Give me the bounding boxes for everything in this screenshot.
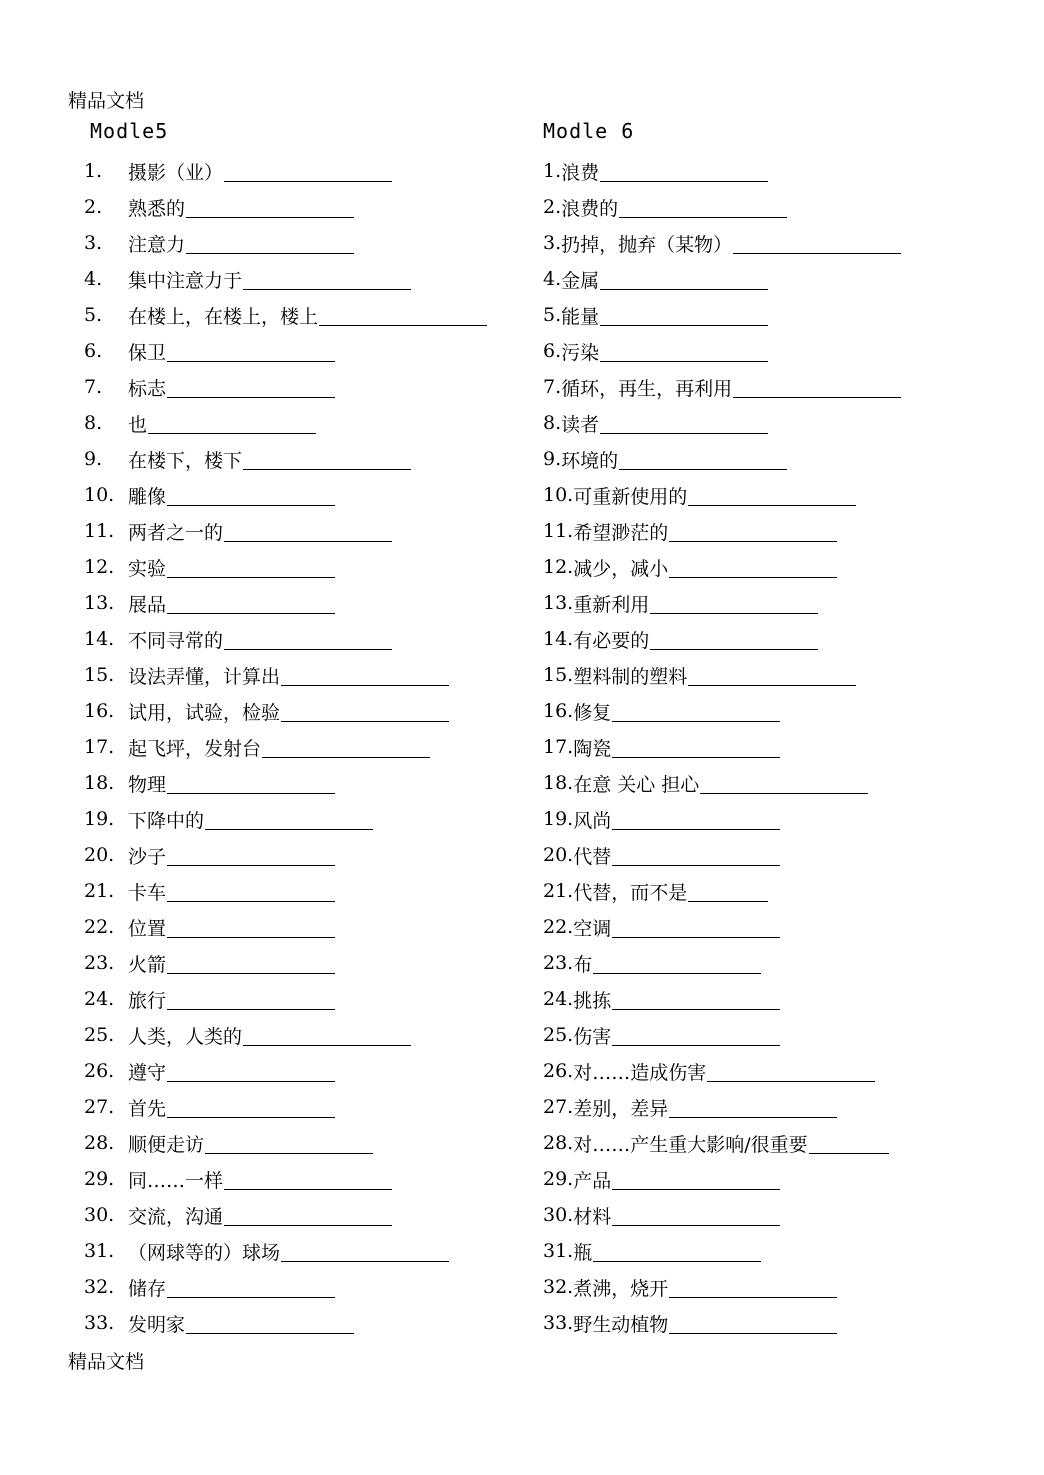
module5-item-term: 首先 xyxy=(128,1097,167,1120)
module6-item-number: 9. xyxy=(543,448,562,470)
module5-item-term: 交流，沟通 xyxy=(128,1205,224,1228)
module5-item xyxy=(84,1125,487,1161)
footer-watermark-text: 精品文档 xyxy=(68,1351,145,1373)
module5-answer-blank[interactable] xyxy=(205,1131,373,1154)
module5-item-term: 试用，试验，检验 xyxy=(128,701,281,724)
module6-item xyxy=(543,261,901,297)
module5-item-term: 旅行 xyxy=(128,989,167,1012)
module6-item-term: 伤害 xyxy=(573,1025,612,1048)
module5-item-term: 标志 xyxy=(128,377,167,400)
module6-answer-blank[interactable] xyxy=(733,231,901,254)
module6-item-number: 31. xyxy=(543,1240,574,1262)
module5-item-number: 1. xyxy=(84,160,103,182)
module6-answer-blank[interactable] xyxy=(669,519,837,542)
module5-item-number: 20. xyxy=(84,844,115,866)
module6-item-term: 重新利用 xyxy=(573,593,650,616)
module6-item-number: 20. xyxy=(543,844,574,866)
module5-item-number: 21. xyxy=(84,880,115,902)
module6-item-term: 对……造成伤害 xyxy=(573,1061,707,1084)
module5-item-term: 展品 xyxy=(128,593,167,616)
module5-item-term: 熟悉的 xyxy=(128,197,186,220)
module5-answer-blank[interactable] xyxy=(224,627,392,650)
module5-item-term: 卡车 xyxy=(128,881,167,904)
module6-item-number: 13. xyxy=(543,592,574,614)
module5-item-number: 27. xyxy=(84,1096,115,1118)
module5-item-number: 19. xyxy=(84,808,115,830)
module6-item xyxy=(543,621,901,657)
module5-item xyxy=(84,405,487,441)
module5-item-term: 摄影（业） xyxy=(128,161,224,184)
module6-item-term: 差别，差异 xyxy=(573,1097,669,1120)
module5-item-number: 9. xyxy=(84,448,103,470)
module6-answer-blank[interactable] xyxy=(612,987,780,1010)
module6-item xyxy=(543,945,901,981)
module6-item xyxy=(543,297,901,333)
module5-item-number: 18. xyxy=(84,772,115,794)
module6-item xyxy=(543,1197,901,1233)
module5-answer-blank[interactable] xyxy=(224,519,392,542)
module6-item-term: 代替 xyxy=(573,845,612,868)
module6-answer-blank[interactable] xyxy=(593,1239,761,1262)
module6-item-term: 风尚 xyxy=(573,809,612,832)
module5-item-number: 6. xyxy=(84,340,103,362)
module5-item xyxy=(84,981,487,1017)
module6-item xyxy=(543,729,901,765)
module6-item-term: 布 xyxy=(573,953,593,976)
module6-item xyxy=(543,333,901,369)
module5-item xyxy=(84,1017,487,1053)
module5-answer-blank[interactable] xyxy=(167,843,335,866)
module6-item xyxy=(543,1161,901,1197)
module6-item-number: 26. xyxy=(543,1060,574,1082)
module5-answer-blank[interactable] xyxy=(167,375,335,398)
module6-answer-blank[interactable] xyxy=(612,1203,780,1226)
module6-item-number: 23. xyxy=(543,952,574,974)
module6-item-term: 陶瓷 xyxy=(573,737,612,760)
module6-item xyxy=(543,441,901,477)
module5-item xyxy=(84,801,487,837)
module5-item-number: 28. xyxy=(84,1132,115,1154)
module6-item xyxy=(543,765,901,801)
module6-item-term: 修复 xyxy=(573,701,612,724)
module6-item-number: 6. xyxy=(543,340,562,362)
module5-item-term: 火箭 xyxy=(128,953,167,976)
module5-item-term: 顺便走访 xyxy=(128,1133,205,1156)
module5-item-number: 17. xyxy=(84,736,115,758)
module5-item-term: 集中注意力于 xyxy=(128,269,243,292)
module5-item-number: 24. xyxy=(84,988,115,1010)
module5-answer-blank[interactable] xyxy=(167,1095,335,1118)
module6-item-term: 循环，再生，再利用 xyxy=(561,377,733,400)
module6-item-number: 30. xyxy=(543,1204,574,1226)
module5-item-number: 13. xyxy=(84,592,115,614)
module5-item-number: 12. xyxy=(84,556,115,578)
module6-answer-blank[interactable] xyxy=(600,267,768,290)
module5-answer-blank[interactable] xyxy=(281,699,449,722)
module6-item xyxy=(543,873,901,909)
module5-answer-blank[interactable] xyxy=(186,195,354,218)
module6-item-term: 对……产生重大影响/很重要 xyxy=(573,1133,808,1156)
module6-answer-blank[interactable] xyxy=(612,699,780,722)
module6-item-number: 18. xyxy=(543,772,574,794)
module5-item-term: 发明家 xyxy=(128,1313,186,1336)
module5-item-term: 雕像 xyxy=(128,485,167,508)
module6-item-number: 1. xyxy=(543,160,562,182)
module6-answer-blank[interactable] xyxy=(688,483,856,506)
module5-item-number: 31. xyxy=(84,1240,115,1262)
module6-answer-blank[interactable] xyxy=(669,1275,837,1298)
module6-answer-blank[interactable] xyxy=(650,591,818,614)
module6-item-term: 可重新使用的 xyxy=(573,485,688,508)
module5-item-term: 同……一样 xyxy=(128,1169,224,1192)
module6-answer-blank[interactable] xyxy=(669,555,837,578)
module6-item-term: 读者 xyxy=(561,413,600,436)
module5-item-number: 10. xyxy=(84,484,115,506)
module6-answer-blank[interactable] xyxy=(619,447,787,470)
module5-item-term: 下降中的 xyxy=(128,809,205,832)
module5-item-number: 2. xyxy=(84,196,103,218)
module5-item xyxy=(84,513,487,549)
module5-answer-blank[interactable] xyxy=(167,591,335,614)
module5-item xyxy=(84,945,487,981)
module5-item-term: 储存 xyxy=(128,1277,167,1300)
module5-vocab-list xyxy=(84,153,487,1341)
module5-item xyxy=(84,477,487,513)
module6-answer-blank[interactable] xyxy=(612,1023,780,1046)
module6-answer-blank[interactable] xyxy=(612,915,780,938)
module6-item-number: 10. xyxy=(543,484,574,506)
module5-answer-blank[interactable] xyxy=(281,1239,449,1262)
module6-answer-blank[interactable] xyxy=(669,1311,837,1334)
module6-answer-blank[interactable] xyxy=(612,807,780,830)
module6-item-term: 挑拣 xyxy=(573,989,612,1012)
module6-item-term: 空调 xyxy=(573,917,612,940)
module5-item xyxy=(84,1053,487,1089)
module6-item-number: 28. xyxy=(543,1132,574,1154)
module6-item-term: 煮沸，烧开 xyxy=(573,1277,669,1300)
module5-answer-blank[interactable] xyxy=(319,303,487,326)
module6-item xyxy=(543,585,901,621)
module5-item xyxy=(84,1161,487,1197)
module6-item-number: 12. xyxy=(543,556,574,578)
module5-answer-blank[interactable] xyxy=(224,159,392,182)
module6-answer-blank[interactable] xyxy=(600,411,768,434)
module5-answer-blank[interactable] xyxy=(186,231,354,254)
module6-answer-blank[interactable] xyxy=(707,1059,875,1082)
module5-answer-blank[interactable] xyxy=(243,447,411,470)
module5-item-term: 实验 xyxy=(128,557,167,580)
module6-item xyxy=(543,1305,901,1341)
module6-answer-blank[interactable] xyxy=(600,339,768,362)
module5-item xyxy=(84,297,487,333)
module5-answer-blank[interactable] xyxy=(167,555,335,578)
module6-item-term: 希望渺茫的 xyxy=(573,521,669,544)
module6-item-number: 5. xyxy=(543,304,562,326)
module6-item xyxy=(543,1233,901,1269)
module5-item-number: 22. xyxy=(84,916,115,938)
module6-item-term: 金属 xyxy=(561,269,600,292)
module6-answer-blank[interactable] xyxy=(600,159,768,182)
module5-item-number: 33. xyxy=(84,1312,115,1334)
module5-item xyxy=(84,1269,487,1305)
module5-answer-blank[interactable] xyxy=(167,915,335,938)
module6-answer-blank[interactable] xyxy=(650,627,818,650)
module6-answer-blank[interactable] xyxy=(612,843,780,866)
module6-item-number: 22. xyxy=(543,916,574,938)
module6-answer-blank[interactable] xyxy=(733,375,901,398)
module5-answer-blank[interactable] xyxy=(186,1311,354,1334)
module6-item-term: 塑料制的塑料 xyxy=(573,665,688,688)
module5-item xyxy=(84,729,487,765)
module5-item-term: 人类，人类的 xyxy=(128,1025,243,1048)
module5-answer-blank[interactable] xyxy=(281,663,449,686)
module6-item-term: 环境的 xyxy=(561,449,619,472)
module6-item-number: 16. xyxy=(543,700,574,722)
module6-item xyxy=(543,225,901,261)
module5-item xyxy=(84,1233,487,1269)
module6-answer-blank[interactable] xyxy=(612,1167,780,1190)
module6-answer-blank[interactable] xyxy=(619,195,787,218)
module6-item-number: 2. xyxy=(543,196,562,218)
module5-item xyxy=(84,369,487,405)
module6-item-term: 减少，减小 xyxy=(573,557,669,580)
module6-item-number: 21. xyxy=(543,880,574,902)
module5-item-term: （网球等的）球场 xyxy=(128,1241,281,1264)
module5-answer-blank[interactable] xyxy=(167,483,335,506)
module6-item-number: 7. xyxy=(543,376,562,398)
module5-item-term: 不同寻常的 xyxy=(128,629,224,652)
module5-item-number: 14. xyxy=(84,628,115,650)
module5-answer-blank[interactable] xyxy=(167,951,335,974)
module6-item-number: 3. xyxy=(543,232,562,254)
module5-item xyxy=(84,1197,487,1233)
module6-item-term: 在意 关心 担心 xyxy=(573,773,700,796)
module5-answer-blank[interactable] xyxy=(167,771,335,794)
module5-item-term: 两者之一的 xyxy=(128,521,224,544)
module5-item-number: 15. xyxy=(84,664,115,686)
module5-answer-blank[interactable] xyxy=(148,411,316,434)
module6-item-number: 19. xyxy=(543,808,574,830)
module6-item-term: 有必要的 xyxy=(573,629,650,652)
module5-item-number: 30. xyxy=(84,1204,115,1226)
module6-item xyxy=(543,549,901,585)
module5-answer-blank[interactable] xyxy=(167,987,335,1010)
module5-item xyxy=(84,261,487,297)
module5-item-number: 11. xyxy=(84,520,115,542)
module6-item-number: 33. xyxy=(543,1312,574,1334)
module5-item xyxy=(84,1089,487,1125)
module6-answer-blank[interactable] xyxy=(809,1131,889,1154)
module6-item-number: 24. xyxy=(543,988,574,1010)
module6-item xyxy=(543,909,901,945)
module6-item-number: 25. xyxy=(543,1024,574,1046)
module6-item xyxy=(543,1125,901,1161)
module6-item-number: 27. xyxy=(543,1096,574,1118)
module6-item-number: 11. xyxy=(543,520,574,542)
module5-item xyxy=(84,765,487,801)
module5-item-term: 设法弄懂，计算出 xyxy=(128,665,281,688)
module6-item xyxy=(543,1089,901,1125)
module5-item-number: 26. xyxy=(84,1060,115,1082)
module6-item xyxy=(543,189,901,225)
module6-item-term: 浪费的 xyxy=(561,197,619,220)
module5-item-number: 16. xyxy=(84,700,115,722)
module5-item-term: 遵守 xyxy=(128,1061,167,1084)
module5-answer-blank[interactable] xyxy=(167,1059,335,1082)
module5-item-term: 保卫 xyxy=(128,341,167,364)
module5-item xyxy=(84,585,487,621)
module6-item-term: 产品 xyxy=(573,1169,612,1192)
module6-item xyxy=(543,513,901,549)
module5-item xyxy=(84,189,487,225)
module6-vocab-list xyxy=(543,153,901,1341)
module6-answer-blank[interactable] xyxy=(669,1095,837,1118)
module5-item-number: 7. xyxy=(84,376,103,398)
header-watermark-text: 精品文档 xyxy=(68,90,145,112)
module5-item-term: 起飞坪，发射台 xyxy=(128,737,262,760)
module6-item xyxy=(543,405,901,441)
module5-answer-blank[interactable] xyxy=(167,879,335,902)
module5-item xyxy=(84,909,487,945)
module6-item-number: 32. xyxy=(543,1276,574,1298)
module6-item xyxy=(543,981,901,1017)
module6-title: Modle 6 xyxy=(543,119,635,143)
module5-item-number: 29. xyxy=(84,1168,115,1190)
module6-answer-blank[interactable] xyxy=(688,663,856,686)
module5-item-term: 注意力 xyxy=(128,233,186,256)
module5-item xyxy=(84,873,487,909)
module5-answer-blank[interactable] xyxy=(243,267,411,290)
module6-item xyxy=(543,1017,901,1053)
module5-item-number: 32. xyxy=(84,1276,115,1298)
module6-item-number: 4. xyxy=(543,268,562,290)
module5-item-number: 8. xyxy=(84,412,103,434)
module5-item xyxy=(84,837,487,873)
module5-item xyxy=(84,1305,487,1341)
module5-item xyxy=(84,693,487,729)
module5-answer-blank[interactable] xyxy=(243,1023,411,1046)
module5-item xyxy=(84,657,487,693)
module5-item-number: 25. xyxy=(84,1024,115,1046)
module5-item-term: 物理 xyxy=(128,773,167,796)
module6-item xyxy=(543,1269,901,1305)
module5-item xyxy=(84,549,487,585)
module5-item xyxy=(84,333,487,369)
module6-answer-blank[interactable] xyxy=(700,771,868,794)
module5-answer-blank[interactable] xyxy=(262,735,430,758)
module6-item-number: 17. xyxy=(543,736,574,758)
module6-item-term: 污染 xyxy=(561,341,600,364)
module6-item-term: 代替，而不是 xyxy=(573,881,688,904)
module5-answer-blank[interactable] xyxy=(205,807,373,830)
module6-item-number: 29. xyxy=(543,1168,574,1190)
module5-item-number: 3. xyxy=(84,232,103,254)
module6-item-term: 浪费 xyxy=(561,161,600,184)
module6-item-number: 8. xyxy=(543,412,562,434)
module6-answer-blank[interactable] xyxy=(688,879,768,902)
module5-item-term: 在楼下，楼下 xyxy=(128,449,243,472)
module6-item xyxy=(543,369,901,405)
module5-item xyxy=(84,153,487,189)
module5-answer-blank[interactable] xyxy=(224,1203,392,1226)
module6-item xyxy=(543,1053,901,1089)
module6-item-number: 14. xyxy=(543,628,574,650)
module5-title: Modle5 xyxy=(90,119,169,143)
module6-item xyxy=(543,801,901,837)
module6-item-term: 材料 xyxy=(573,1205,612,1228)
module6-item-term: 野生动植物 xyxy=(573,1313,669,1336)
module6-item xyxy=(543,693,901,729)
module5-item-term: 在楼上，在楼上，楼上 xyxy=(128,305,319,328)
module6-item xyxy=(543,153,901,189)
module5-item-term: 沙子 xyxy=(128,845,167,868)
module6-item xyxy=(543,657,901,693)
module5-item-term: 位置 xyxy=(128,917,167,940)
module5-item-number: 23. xyxy=(84,952,115,974)
module5-item-number: 5. xyxy=(84,304,103,326)
module6-answer-blank[interactable] xyxy=(593,951,761,974)
module6-item-term: 能量 xyxy=(561,305,600,328)
module5-item xyxy=(84,621,487,657)
module5-answer-blank[interactable] xyxy=(167,339,335,362)
module5-item-term: 也 xyxy=(128,413,148,436)
module6-item-term: 扔掉，抛弃（某物） xyxy=(561,233,733,256)
module5-item-number: 4. xyxy=(84,268,103,290)
module5-item xyxy=(84,225,487,261)
module6-item-term: 瓶 xyxy=(573,1241,593,1264)
module5-item xyxy=(84,441,487,477)
module6-item xyxy=(543,837,901,873)
module6-answer-blank[interactable] xyxy=(612,735,780,758)
module5-answer-blank[interactable] xyxy=(224,1167,392,1190)
module6-answer-blank[interactable] xyxy=(600,303,768,326)
module5-answer-blank[interactable] xyxy=(167,1275,335,1298)
module6-item xyxy=(543,477,901,513)
module6-item-number: 15. xyxy=(543,664,574,686)
